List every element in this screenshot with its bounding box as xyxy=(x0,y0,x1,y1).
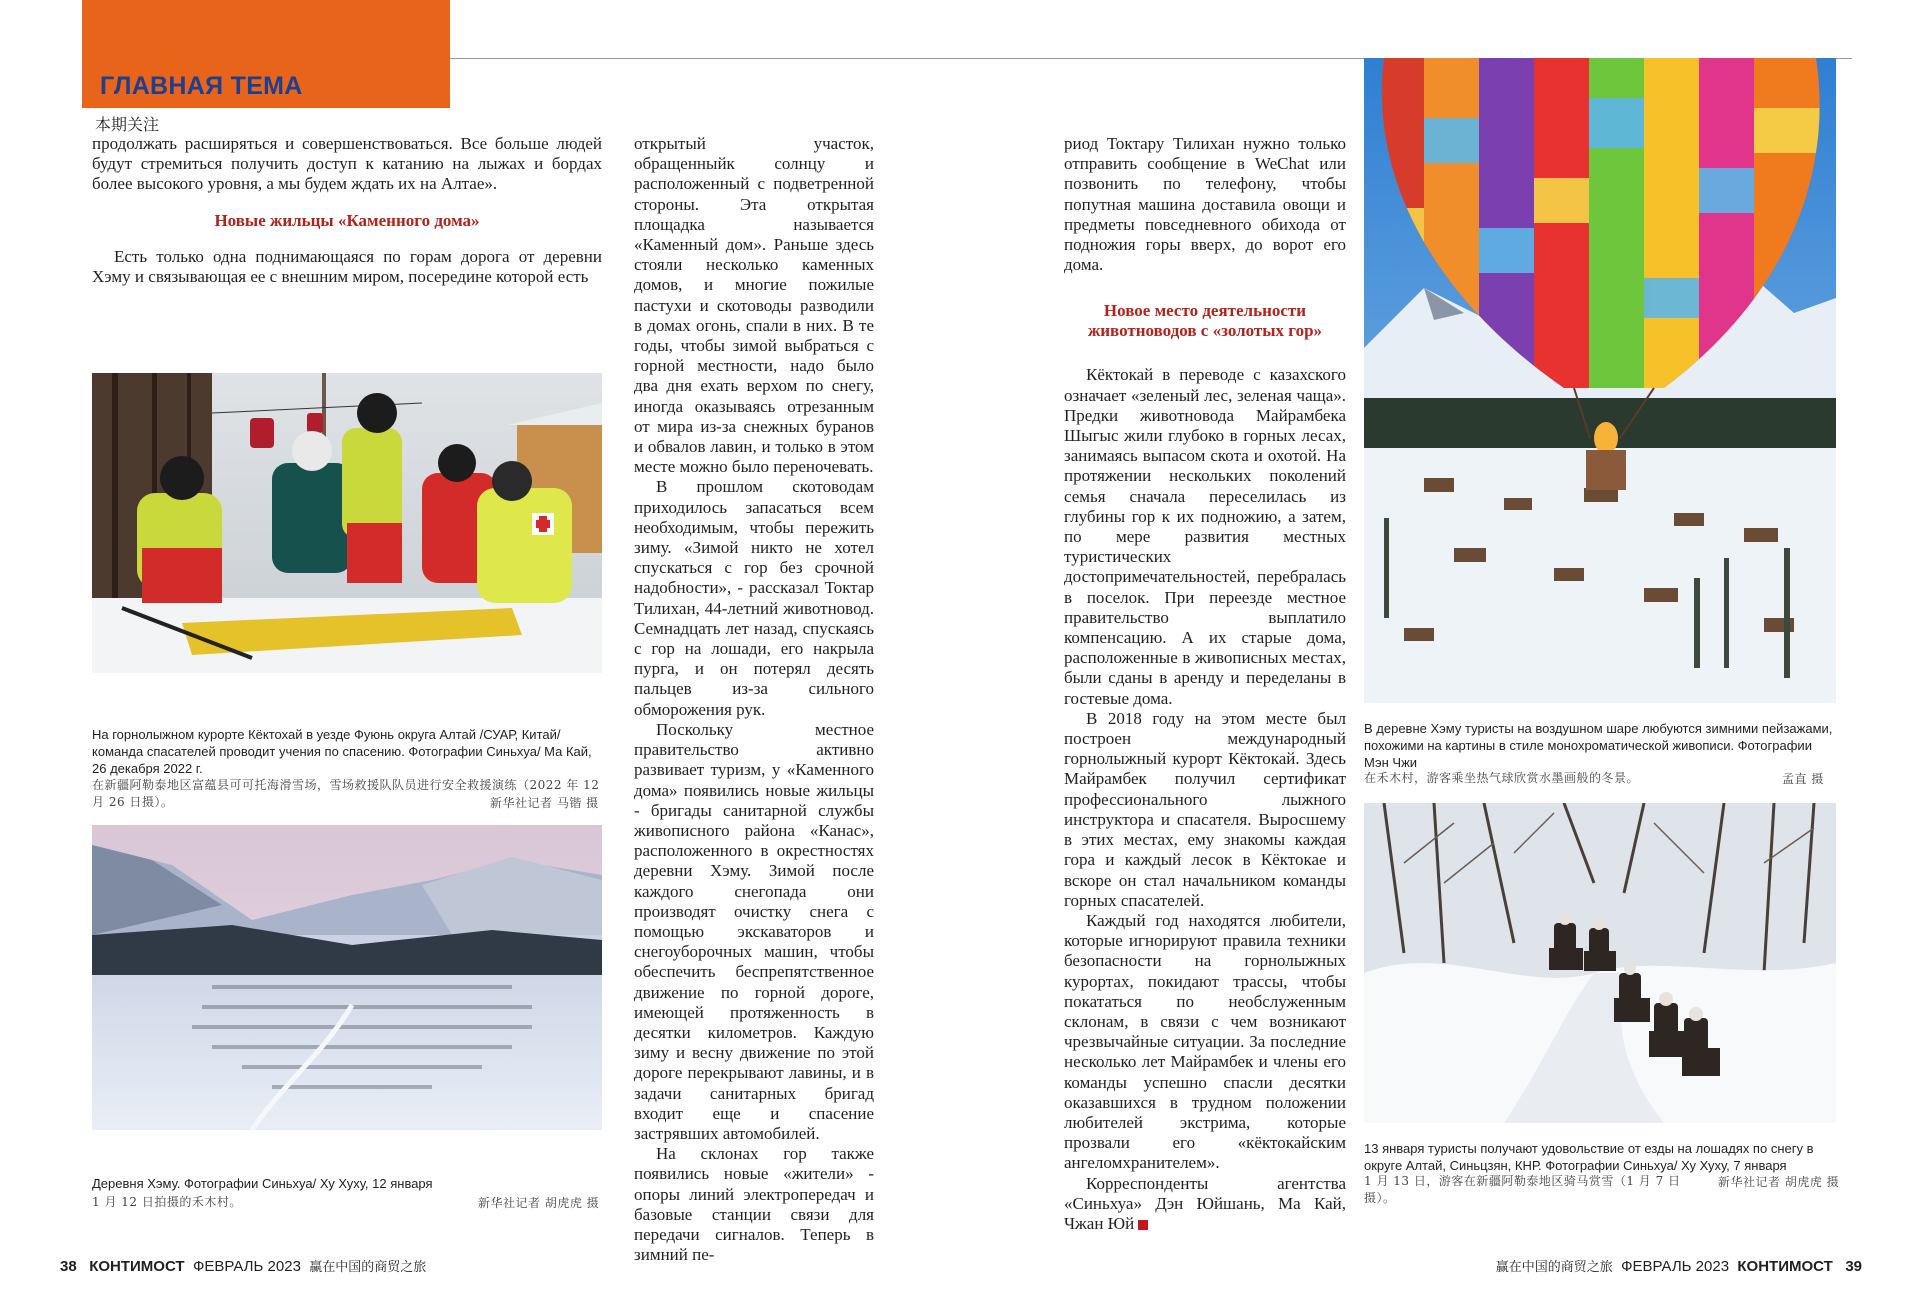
photo-hot-air-balloon-caption-zh: 在禾木村，游客乘坐热气球欣赏水墨画般的冬景。 xyxy=(1364,771,1640,785)
photo-hot-air-balloon-credit: 孟直 摄 xyxy=(1782,772,1824,786)
tagline-zh-right: 赢在中国的商贸之旅 xyxy=(1495,1260,1613,1275)
paragraph: В прошлом скотоводам приходилось запасаться всем необходимым, чтобы пережить зиму. «Зимой никто не хотел спускаться с гор без срочной надобности», - рассказал Токтар Тилихан, 44-летний животновод. Семнадцать лет назад, спускаясь с гор на лошади, его накрыла пурга, и он потерял десять пальцев из-за сильного обморожения рук. xyxy=(634,477,874,719)
footer-left xyxy=(60,1256,426,1275)
paragraph: открытый участок, обращенныйк солнцу и расположенный с подветренной стороны. Эта открытая площадка называется «Каменный дом». Раньше здесь стояли несколько каменных домов, и многие пожилые пастухи и скотоводы разводили в домах огонь, спали в них. В те годы, чтобы зимой выбраться с горной местности, надо было два дня ехать верхом по снегу, иногда оказываясь отрезанным от мира из-за снежных буранов и обвалов лавин, и только в этом месте можно было переночевать. xyxy=(634,134,874,477)
photo-horse-riding-snow xyxy=(1364,803,1836,1123)
paragraph xyxy=(1064,1174,1346,1235)
subheading: Новое место деятельности животноводов с «золотых гор» xyxy=(1087,301,1323,341)
photo-hemu-village xyxy=(92,825,602,1130)
section-title: ГЛАВНАЯ ТЕМА xyxy=(100,72,303,100)
hot-air-balloon-photo-illustration xyxy=(1364,58,1836,703)
paragraph: В 2018 году на этом месте был построен международный горнолыжный курорт Кёктокай. Здесь Майрамбек получил сертификат профессионального лыжного инструктора и спасателя. Выросшему в этих местах, ему знакомы каждая гора и каждый лесок в Кёктокае и вскоре он стал начальником команды горных спасателей. xyxy=(1064,708,1346,910)
photo-hemu-village-credit: 新华社记者 胡虎虎 摄 xyxy=(478,1196,600,1210)
photo-hot-air-balloon-caption: В деревне Хэму туристы на воздушном шаре любуются зимними пейзажами, похожими на картины в стиле монохроматической живописи. Фотографии Мэн Чжи xyxy=(1364,721,1833,770)
hemu-village-photo-illustration xyxy=(92,825,602,1130)
footer-right xyxy=(1496,1256,1862,1275)
section-subtitle-zh: 本期关注 xyxy=(95,115,160,134)
photo-ski-rescue-team xyxy=(92,373,602,673)
horse-riding-photo-illustration xyxy=(1364,803,1836,1123)
author-credits: Корреспонденты агентства «Синьхуа» Дэн Юйшань, Ма Кай, Чжан Юй xyxy=(1064,1173,1346,1233)
photo-horse-riding-caption: 13 января туристы получают удовольствие от езды на лошадях по снегу в округе Алтай, Синьцзян, КНР. Фотографии Синьхуа/ Ху Хуху, 7 января xyxy=(1364,1141,1814,1173)
column-3-text xyxy=(1064,134,1346,1234)
magazine-name-right: КОНТИМОСТ xyxy=(1737,1258,1833,1275)
photo-ski-rescue-caption-zh: 在新疆阿勒泰地区富蕴县可可托海滑雪场，雪场救援队队员进行安全救援演练（2022 年 12 月 26 日摄）。 xyxy=(92,778,600,809)
page-number-right: 39 xyxy=(1845,1258,1862,1275)
issue-date-right: ФЕВРАЛЬ 2023 xyxy=(1621,1258,1730,1275)
paragraph: риод Токтару Тилихан нужно только отправить сообщение в WeChat или позвонить по телефону, чтобы попутная машина доставила овощи и предметы повседневного обихода от подножия горы вверх, до ворот его дома. xyxy=(1064,134,1346,275)
magazine-name-left: КОНТИМОСТ xyxy=(89,1258,185,1275)
paragraph: продолжать расширяться и совершенствоваться. Все больше людей будут стремиться получить доступ к катанию на лыжах и бордах более высокого уровня, а мы будем ждать их на Алтае». xyxy=(92,134,602,194)
subheading: Новые жильцы «Каменного дома» xyxy=(214,210,480,230)
paragraph: Каждый год находятся любители, которые игнорируют правила техники безопасности на горнолыжных курортах, покидают трассы, чтобы покататься по необслуженным склонам, в связи с чем возникают чрезвычайные ситуации. За последние несколько лет Майрамбек и члены его команды успешно спасли десятки оказавшихся в трудном положении любителей экстрима, которые прозвали его «кёктокайским ангеломхранителем». xyxy=(1064,910,1346,1173)
photo-ski-rescue-caption: На горнолыжном курорте Кёктохай в уезде Фуюнь округа Алтай /СУАР, Китай/ команда спасателей проводит учения по спасению. Фотографии Синьхуа/ Ма Кай, 26 декабря 2022 г. xyxy=(92,727,592,776)
issue-date-left: ФЕВРАЛЬ 2023 xyxy=(192,1258,301,1275)
photo-horse-riding-caption-zh: 1 月 13 日，游客在新疆阿勒泰地区骑马赏雪（1 月 7 日摄）。 xyxy=(1364,1174,1681,1205)
ski-rescue-photo-illustration xyxy=(92,373,602,673)
photo-hot-air-balloon xyxy=(1364,58,1836,703)
photo-hemu-village-caption-zh: 1 月 12 日拍摄的禾木村。 xyxy=(92,1195,242,1209)
column-2-text xyxy=(634,134,874,1265)
page-number-left: 38 xyxy=(60,1258,77,1275)
column-1-text xyxy=(92,134,602,287)
tagline-zh-left: 赢在中国的商贸之旅 xyxy=(309,1260,427,1275)
photo-horse-riding-credit: 新华社记者 胡虎虎 摄 xyxy=(1718,1175,1840,1189)
paragraph: Кёктокай в переводе с казахского означает «зеленый лес, зеленая чаща». Предки животновода Майрамбека Шыгыс жили глубоко в горных лесах, занимаясь выпасом скота и охотой. На протяжении нескольких поколений семья сначала переселилась из глубины гор к их подножию, а затем, по мере развития местных туристических достопримечательностей, перебралась в поселок. При переезде местное правительство выплатило компенсацию. А их старые дома, расположенные в живописных местах, были сданы в аренду и переделаны в гостевые дома. xyxy=(1064,365,1346,708)
photo-ski-rescue-credit: 新华社记者 马锴 摄 xyxy=(490,796,599,810)
article-end-mark xyxy=(1138,1220,1148,1230)
paragraph: Поскольку местное правительство активно развивает туризм, у «Каменного дома» появились новые жильцы - бригады санитарной службы живописного района «Канас», расположенного в окрестностях деревни Хэму. Зимой после каждого снегопада они производят очистку снега с помощью экскаваторов и снегоуборочных машин, чтобы обеспечить беспрепятственное движение по горной дороге, имеющей протяженность в десятки километров. Каждую зиму и весну движение по этой дороге перекрывают лавины, и в задачи санитарных бригад входит еще и спасение застрявших автомобилей. xyxy=(634,719,874,1143)
photo-hemu-village-caption: Деревня Хэму. Фотографии Синьхуа/ Ху Хуху, 12 января xyxy=(92,1176,433,1191)
paragraph: На склонах гор также появились новые «жители» - опоры линий электропередач и базовые станции связи для передачи сигналов. Теперь в зимний пе- xyxy=(634,1144,874,1265)
paragraph: Есть только одна поднимающаяся по горам дорога от деревни Хэму и связывающая ее с внешним миром, посередине которой есть xyxy=(92,246,602,286)
